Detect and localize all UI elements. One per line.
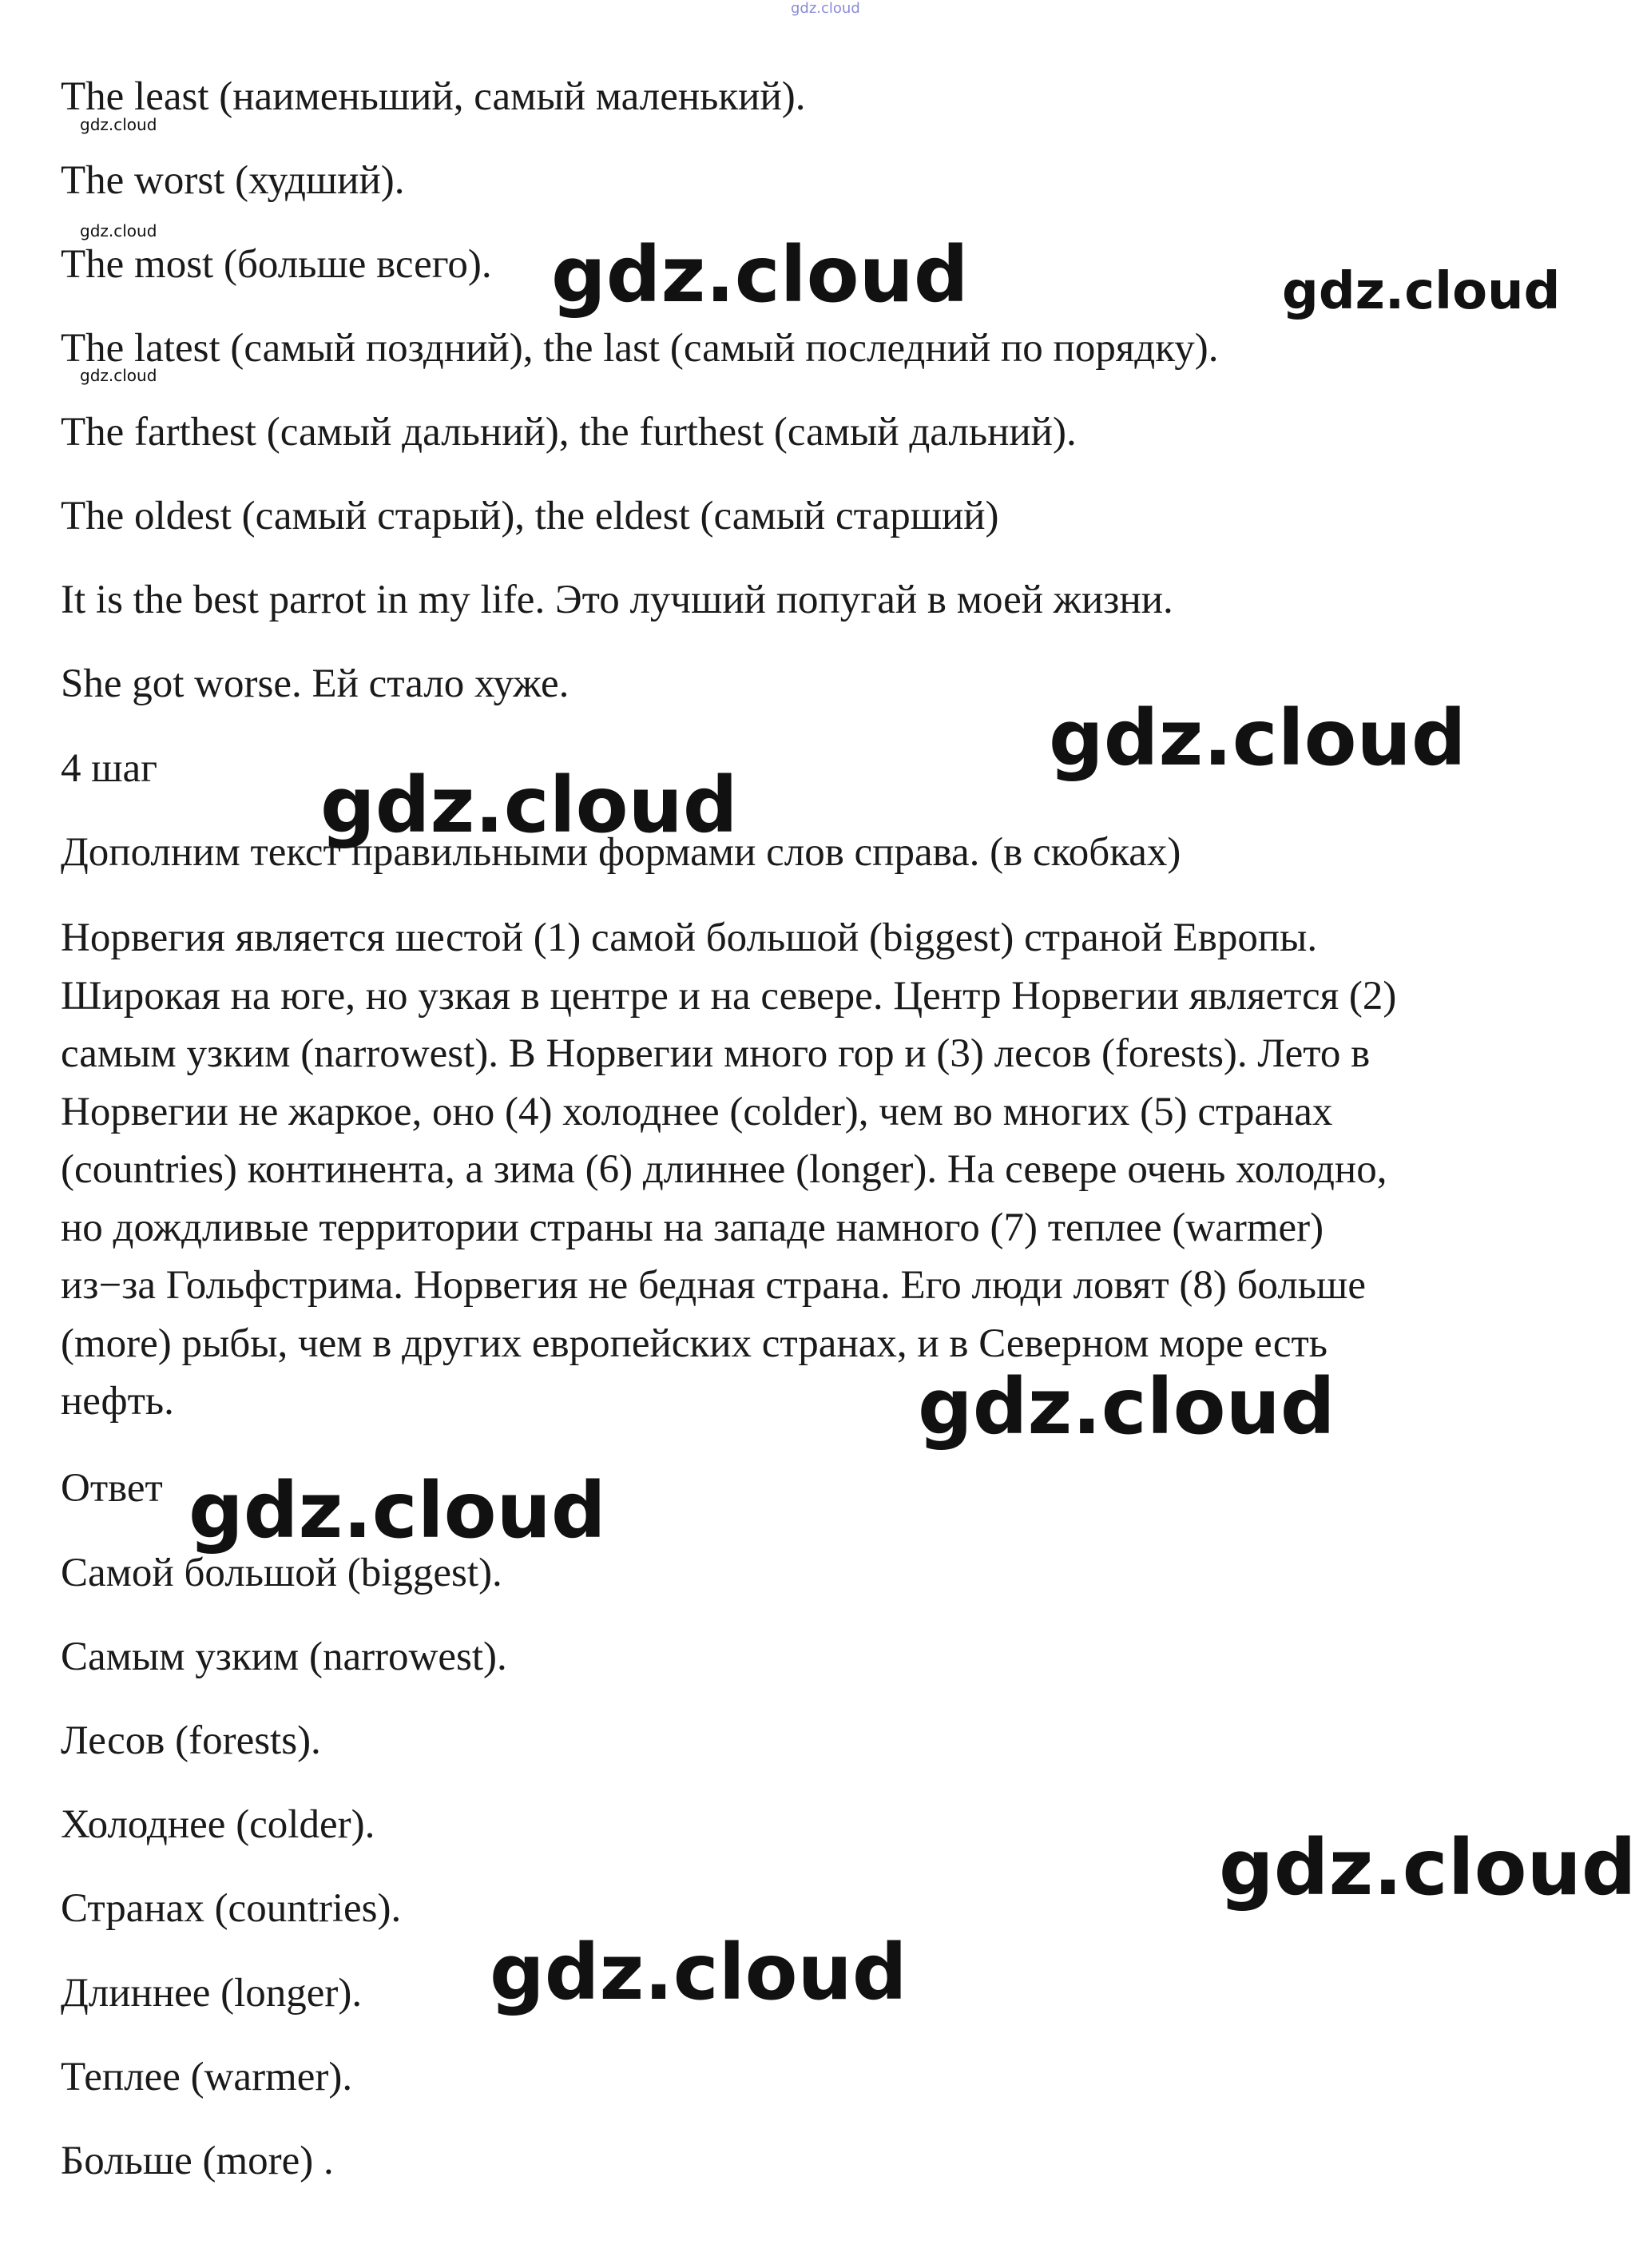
paragraph-line: (more) рыбы, чем в других европейских странах, и в Северном море есть [61, 1321, 1328, 1366]
text-line-latest: The latest (самый поздний), the last (самый последний по порядку). [61, 326, 1219, 371]
watermark-small: gdz.cloud [80, 366, 157, 385]
paragraph-line: нефть. [61, 1379, 174, 1424]
answer-item: Длиннее (longer). [61, 1971, 363, 2016]
text-line-worst: The worst (худший). [61, 158, 405, 203]
paragraph-line: (countries) континента, а зима (6) длиннее (longer). На севере очень холодно, [61, 1147, 1387, 1192]
text-line-least: The least (наименьший, самый маленький). [61, 74, 806, 119]
watermark-small: gdz.cloud [80, 115, 157, 134]
watermark-large: gdz.cloud [189, 1466, 606, 1555]
watermark-large: gdz.cloud [1049, 693, 1466, 783]
paragraph-line: но дождливые территории страны на западе намного (7) теплее (warmer) [61, 1205, 1324, 1250]
norway-paragraph [61, 909, 1610, 1431]
answer-item: Холоднее (colder). [61, 1802, 375, 1847]
watermark-top: gdz.cloud [791, 0, 860, 17]
watermark-medium: gdz.cloud [1282, 262, 1561, 321]
watermark-large: gdz.cloud [551, 230, 969, 320]
paragraph-line: Норвегия является шестой (1) самой большой (biggest) страной Европы. [61, 916, 1318, 960]
task-instruction: Дополним текст правильными формами слов справа. (в скобках) [61, 830, 1181, 875]
answer-item: Странах (countries). [61, 1886, 402, 1931]
watermark-large: gdz.cloud [918, 1362, 1335, 1452]
answer-item: Самым узким (narrowest). [61, 1634, 507, 1679]
watermark-small: gdz.cloud [80, 221, 157, 240]
watermark-large: gdz.cloud [320, 761, 738, 850]
answer-item: Больше (more) . [61, 2139, 334, 2183]
paragraph-line: самым узким (narrowest). В Норвегии много гор и (3) лесов (forests). Лето в [61, 1031, 1371, 1076]
watermark-large: gdz.cloud [1219, 1823, 1637, 1913]
text-line-worse: She got worse. Ей стало хуже. [61, 661, 569, 706]
answer-heading: Ответ [61, 1466, 163, 1511]
step-heading: 4 шаг [61, 746, 158, 791]
text-line-farthest: The farthest (самый дальний), the furthest (самый дальний). [61, 410, 1077, 455]
text-line-parrot: It is the best parrot in my life. Это лучший попугай в моей жизни. [61, 578, 1173, 622]
text-line-most: The most (больше всего). [61, 242, 492, 287]
text-line-oldest: The oldest (самый старый), the eldest (самый старший) [61, 494, 999, 538]
paragraph-line: Норвегии не жаркое, оно (4) холоднее (colder), чем во многих (5) странах [61, 1089, 1333, 1134]
paragraph-line: из−за Гольфстрима. Норвегия не бедная страна. Его люди ловят (8) больше [61, 1263, 1366, 1308]
watermark-large: gdz.cloud [490, 1928, 907, 2017]
answer-item: Теплее (warmer). [61, 2055, 353, 2099]
paragraph-line: Широкая на юге, но узкая в центре и на севере. Центр Норвегии является (2) [61, 973, 1397, 1019]
answer-item: Самой большой (biggest). [61, 1551, 502, 1595]
answer-item: Лесов (forests). [61, 1718, 321, 1763]
